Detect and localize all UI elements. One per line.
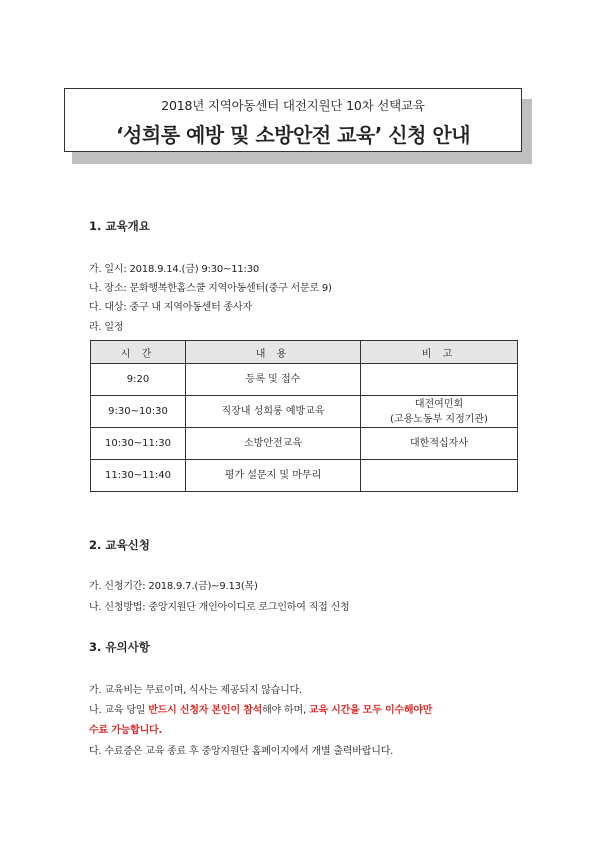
notes-text: 나. 교육 당일: [89, 705, 149, 716]
cell-time: 10:30~11:30: [91, 428, 186, 460]
table-row: [91, 460, 518, 492]
cell-content: 직장내 성희롱 예방교육: [186, 396, 361, 428]
section-heading-application: 2. 교육신청: [89, 538, 150, 552]
column-header-time: 시 간: [91, 341, 186, 364]
notes-item-fee: 가. 교육비는 무료이며, 식사는 제공되지 않습니다.: [89, 685, 303, 696]
cell-time: 9:20: [91, 364, 186, 396]
cell-content: 평가 설문지 및 마무리: [186, 460, 361, 492]
cell-content: 등록 및 접수: [186, 364, 361, 396]
notes-text: 해야 하며,: [262, 705, 309, 716]
cell-note: [361, 364, 518, 396]
overview-item-target: 다. 대상: 중구 내 지역아동센터 종사자: [89, 302, 252, 313]
notes-emphasis: 교육 시간을 모두 이수해야만: [308, 705, 433, 716]
schedule-header-row: [91, 341, 518, 364]
table-row: [91, 428, 518, 460]
cell-note: [361, 460, 518, 492]
notes-item-completion: [89, 721, 162, 736]
notes-item-certificate: 다. 수료증은 교육 종료 후 중앙지원단 홈페이지에서 개별 출력바랍니다.: [89, 746, 394, 757]
document-title: ‘성희롱 예방 및 소방안전 교육’ 신청 안내: [115, 123, 471, 147]
cell-time: 9:30~10:30: [91, 396, 186, 428]
table-row: [91, 396, 518, 428]
column-header-note: 비 고: [361, 341, 518, 364]
overview-item-schedule: 라. 일정: [89, 322, 124, 333]
cell-note: 대한적십자사: [361, 428, 518, 460]
application-item-method: 나. 신청방법: 중앙지원단 개인아이디로 로그인하여 직접 신청: [89, 602, 350, 613]
title-box: [64, 88, 522, 152]
overview-item-place: 나. 장소: 문화행복한홈스쿨 지역아동센터(중구 서문로 9): [89, 283, 332, 294]
cell-time: 11:30~11:40: [91, 460, 186, 492]
note-line: (고용노동부 지정기관): [390, 413, 488, 425]
note-line: 대전여민회: [414, 398, 464, 410]
notes-item-attendance: [89, 701, 432, 716]
section-heading-notes: 3. 유의사항: [89, 640, 150, 654]
table-row: [91, 364, 518, 396]
notes-emphasis: 반드시 신청자 본인이 참석: [148, 705, 263, 716]
cell-note: [361, 396, 518, 428]
overview-item-date: 가. 일시: 2018.9.14.(금) 9:30~11:30: [89, 264, 260, 275]
column-header-content: 내 용: [186, 341, 361, 364]
cell-content: 소방안전교육: [186, 428, 361, 460]
schedule-table: [90, 340, 518, 492]
notes-emphasis: 수료 가능합니다.: [89, 725, 163, 736]
section-heading-overview: 1. 교육개요: [89, 219, 150, 233]
document-subtitle: 2018년 지역아동센터 대전지원단 10차 선택교육: [161, 98, 425, 113]
application-item-period: 가. 신청기간: 2018.9.7.(금)~9.13(목): [89, 581, 258, 592]
